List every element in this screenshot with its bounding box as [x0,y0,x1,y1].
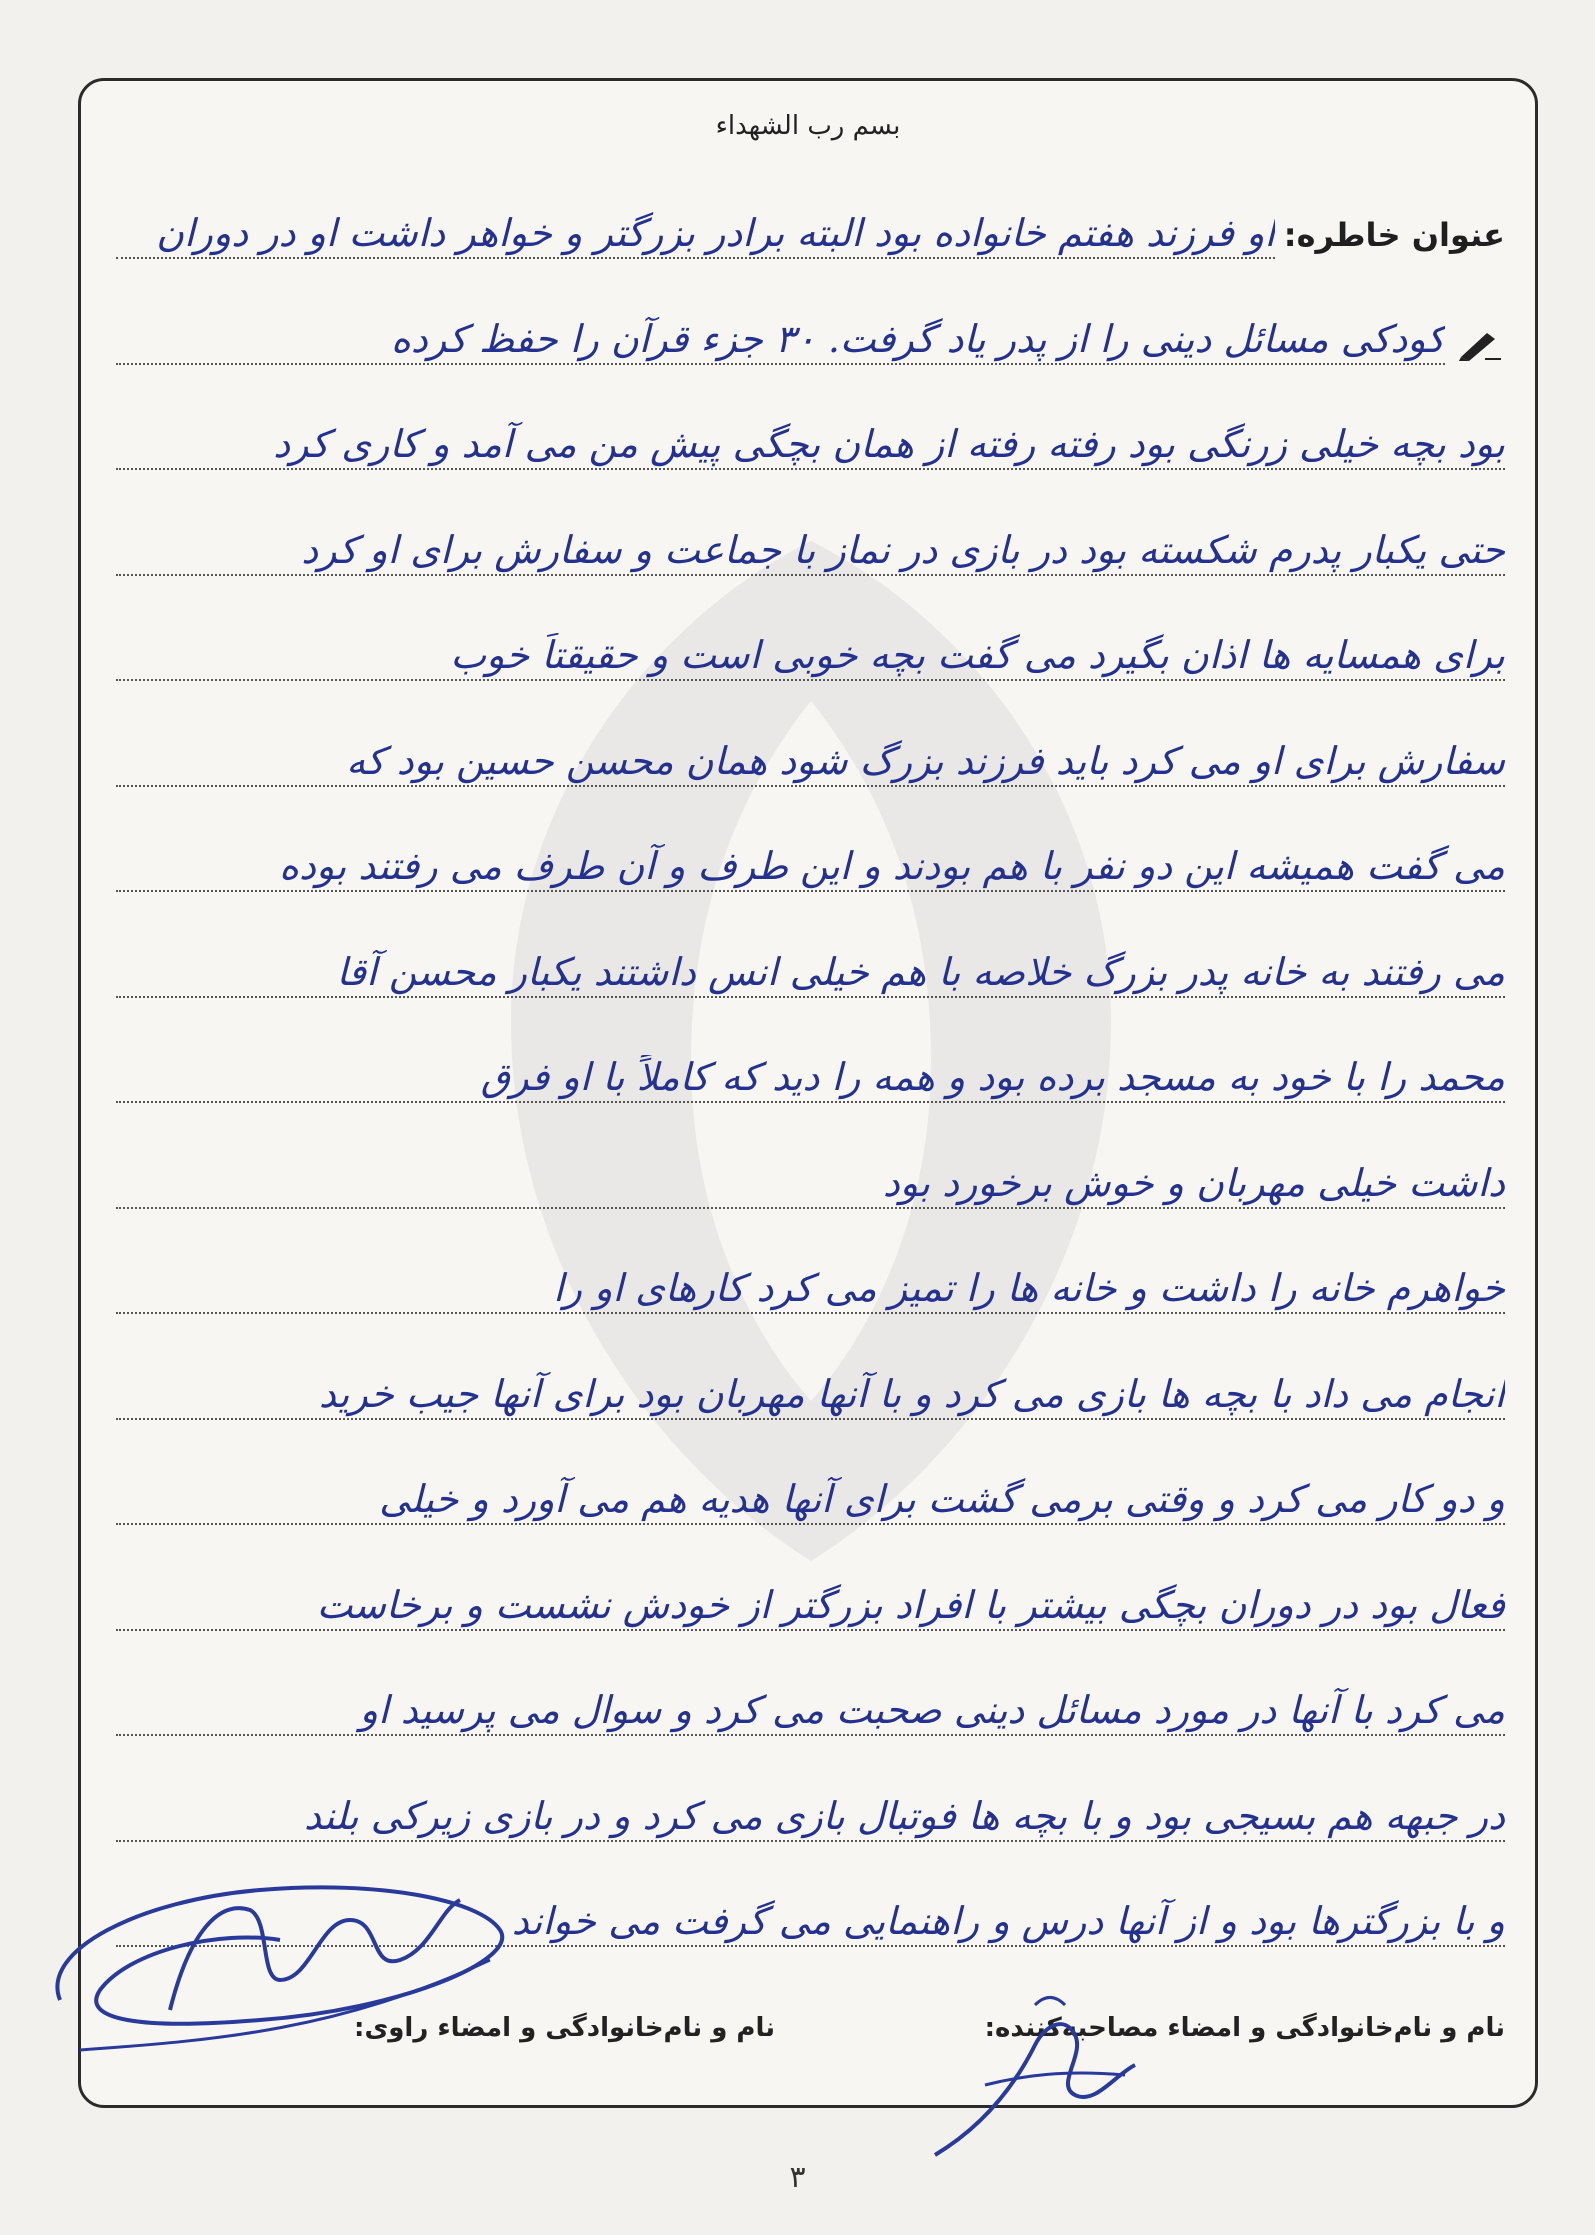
handwritten-line [116,623,1505,687]
handwritten-line [116,1151,1505,1215]
handwritten-text: داشت خیلی مهربان و خوش برخورد بود [882,1160,1505,1205]
handwritten-line [116,1784,1505,1848]
handwritten-text: بود بچه خیلی زرنگی بود رفته رفته از همان بچگی پیش من می آمد و کاری کرد [273,422,1505,466]
handwritten-line [116,1362,1505,1426]
memory-title-label: عنوان خاطره: [1283,216,1505,254]
handwritten-text: و دو کار می کرد و وقتی برمی گشت برای آنها هدیه هم می آورد و خیلی [379,1477,1505,1521]
interviewer-signature-label: نام و نام‌خانوادگی و امضاء مصاحبه‌کننده: [984,2013,1505,2043]
handwritten-line [116,1256,1505,1320]
handwritten-text: برای همسایه ها اذان بگیرد می گفت بچه خوبی است و حقیقتاً خوب [450,633,1505,677]
handwritten-text: در جبهه هم بسیجی بود و با بچه ها فوتبال بازی می کرد و در بازی زیرکی بلند [303,1793,1505,1838]
handwritten-line [116,834,1505,898]
handwritten-text: سفارش برای او می کرد باید فرزند بزرگ شود همان محسن حسین بود که [346,738,1505,783]
interviewer-signature [905,1975,1165,2165]
handwritten-text: و با بزرگترها بود و از آنها درس و راهنمایی می گرفت می خواند [511,1899,1505,1943]
handwritten-line [116,412,1505,476]
form-frame [78,78,1538,2108]
handwritten-line [116,1678,1505,1742]
narrator-signature-label: نام و نام‌خانوادگی و امضاء راوی: [354,2013,775,2043]
handwritten-lines [116,81,1505,2105]
page-number: ۳ [789,2160,806,2195]
handwritten-line [116,1889,1505,1953]
handwritten-line [116,940,1505,1004]
handwritten-text: او فرزند هفتم خانواده بود البته برادر بزرگتر و خواهر داشت او در دوران [156,211,1275,255]
bismillah-heading: بسم رب الشهداء [715,111,901,141]
handwritten-text: کودکی مسائل دینی را از پدر یاد گرفت. ۳۰ جزء قرآن را حفظ کرده [391,316,1445,361]
handwritten-line [116,307,1445,371]
handwritten-text: فعال بود در دوران بچگی بیشتر با افراد بزرگتر از خودش نشست و برخاست [316,1582,1505,1627]
handwritten-text: می گفت همیشه این دو نفر با هم بودند و این طرف و آن طرف می رفتند بوده [279,844,1505,888]
handwritten-line [116,1467,1505,1531]
handwritten-text: خواهرم خانه را داشت و خانه ها را تمیز می کرد کارهای او را [553,1266,1505,1310]
handwritten-text: محمد را با خود به مسجد برده بود و همه را دید که کاملاً با او فرق [480,1055,1505,1099]
handwritten-line [116,1045,1505,1109]
handwritten-line [116,729,1505,793]
handwritten-line [116,1573,1505,1637]
handwritten-line [116,518,1505,582]
handwritten-text: می رفتند به خانه پدر بزرگ خلاصه با هم خیلی انس داشتند یکبار محسن آقا [336,949,1505,994]
handwritten-text: انجام می داد با بچه ها بازی می کرد و با آنها مهربان بود برای آنها جیب خرید [318,1371,1505,1416]
handwritten-text: می کرد با آنها در مورد مسائل دینی صحبت می کرد و سوال می پرسید او [359,1688,1505,1732]
handwritten-text: حتی یکبار پدرم شکسته بود در بازی در نماز با جماعت و سفارش برای او کرد [301,527,1505,572]
handwritten-line [116,201,1275,265]
